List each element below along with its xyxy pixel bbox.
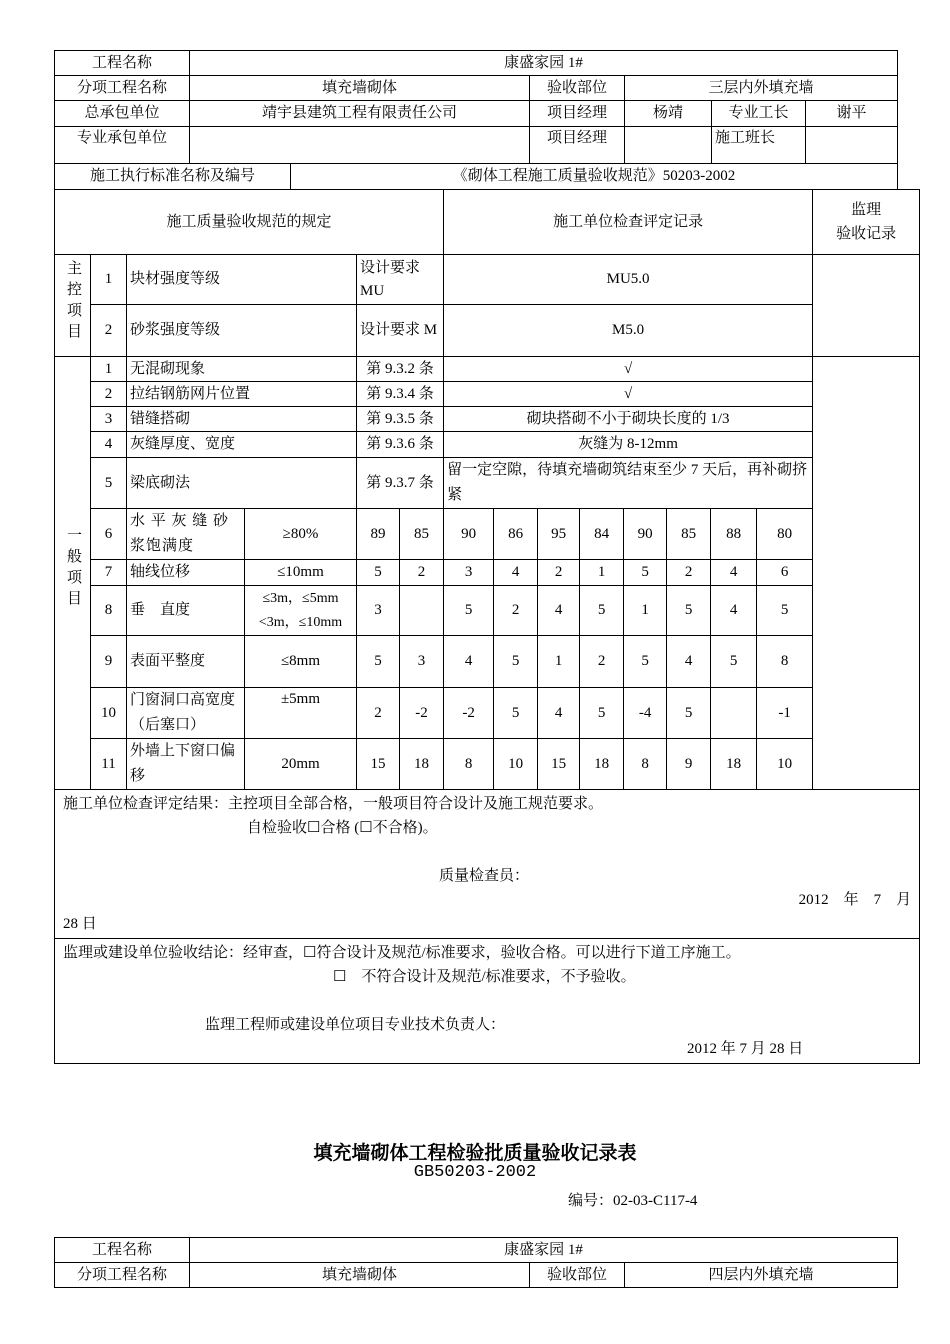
measure-item-no: 11: [91, 739, 127, 790]
measure-value: -1: [757, 688, 813, 739]
second-form-title: 填充墙砌体工程检验批质量验收记录表: [313, 1142, 637, 1164]
measure-item-tolerance: ≤10mm: [245, 560, 357, 586]
second-subproject: 填充墙砌体: [190, 1263, 530, 1288]
measure-value: 6: [757, 560, 813, 586]
supervision-result-line1: 监理或建设单位验收结论：经审查，☐符合设计及规范/标准要求，验收合格。可以进行下道工序施工。: [63, 945, 741, 961]
second-project-name: 康盛家园 1#: [190, 1238, 898, 1263]
measure-value: 8: [624, 739, 667, 790]
measure-value: 80: [757, 509, 813, 560]
measure-item-tolerance: ±5mm: [245, 688, 357, 739]
measure-item-name: 垂 直度: [127, 586, 245, 636]
measure-value: 86: [494, 509, 538, 560]
check-column-header: 施工单位检查评定记录: [444, 190, 813, 255]
measure-value: 5: [580, 688, 624, 739]
measure-value: 5: [357, 560, 400, 586]
standard-name: 《砌体工程施工质量验收规范》50203-2002: [291, 164, 898, 190]
general-item-clause: 第 9.3.6 条: [357, 432, 444, 458]
measure-value: -2: [400, 688, 444, 739]
second-project-name-label: 工程名称: [55, 1238, 190, 1263]
measure-value: 89: [357, 509, 400, 560]
measure-value: 15: [357, 739, 400, 790]
measure-value: 2: [580, 636, 624, 688]
acceptance-part: 三层内外填充墙: [625, 76, 898, 101]
measure-value: 95: [538, 509, 580, 560]
measure-value: 84: [580, 509, 624, 560]
measure-value: 4: [711, 560, 757, 586]
quality-inspector-label: 质量检查员：: [439, 868, 530, 884]
second-subproject-label: 分项工程名称: [55, 1263, 190, 1288]
subproject: 填充墙砌体: [190, 76, 530, 101]
main-items-group: [55, 255, 91, 357]
header-table: [54, 50, 898, 164]
main-items-label: 主控项目: [65, 259, 81, 344]
measure-value: 5: [624, 560, 667, 586]
general-items-label: 一般项目: [65, 527, 81, 611]
general-item-name: 无混砌现象: [127, 357, 357, 382]
contractor-result-line2: 自检验收☐合格 (☐不合格)。: [247, 820, 438, 836]
measure-item-tolerance: ≥80%: [245, 509, 357, 560]
general-item-clause: 第 9.3.2 条: [357, 357, 444, 382]
general-item-no: 3: [91, 407, 127, 432]
general-item-result: 灰缝为 8-12mm: [444, 432, 813, 458]
sub-contractor: [190, 127, 530, 164]
project-name-label: 工程名称: [55, 51, 190, 76]
contractor-result-date-a: 2012 年 7 月: [798, 892, 912, 908]
measure-value: 5: [757, 586, 813, 636]
foreman-label: 专业工长: [712, 101, 806, 127]
measure-value: [711, 688, 757, 739]
general-item-result: √: [444, 382, 813, 407]
main-item-name: 砂浆强度等级: [127, 305, 357, 357]
inspection-table: [54, 189, 920, 1064]
measure-item-name: 表面平整度: [127, 636, 245, 688]
measure-value: [400, 586, 444, 636]
measure-value: 4: [538, 586, 580, 636]
measure-item-name: 门窗洞口高宽度（后塞口）: [127, 688, 245, 739]
general-item-clause: 第 9.3.7 条: [357, 458, 444, 509]
contractor-result-block: [55, 790, 920, 939]
general-contractor-label: 总承包单位: [55, 101, 190, 127]
measure-item-tolerance: 20mm: [245, 739, 357, 790]
measure-value: 5: [667, 688, 711, 739]
main-item-name: 块材强度等级: [127, 255, 357, 305]
measure-item-tolerance: ≤3m，≤5mm <3m，≤10mm: [245, 586, 357, 636]
team-leader-label: 施工班长: [712, 127, 806, 164]
main-item-requirement: 设计要求 MU: [357, 255, 444, 305]
measure-value: 4: [538, 688, 580, 739]
general-contractor: 靖宇县建筑工程有限责任公司: [190, 101, 530, 127]
supervision-column-header: 监理 验收记录: [813, 190, 920, 255]
measure-value: 4: [444, 636, 494, 688]
measure-value: 3: [400, 636, 444, 688]
main-item-no: 1: [91, 255, 127, 305]
measure-item-no: 8: [91, 586, 127, 636]
general-item-name: 灰缝厚度、宽度: [127, 432, 357, 458]
general-item-no: 4: [91, 432, 127, 458]
sub-pm-label: 项目经理: [530, 127, 625, 164]
general-item-clause: 第 9.3.4 条: [357, 382, 444, 407]
measure-item-name: 轴线位移: [127, 560, 245, 586]
second-acceptance-part: 四层内外填充墙: [625, 1263, 898, 1288]
general-items-supervision: [813, 357, 920, 790]
measure-value: 10: [494, 739, 538, 790]
sub-contractor-label: 专业承包单位: [55, 127, 190, 164]
measure-value: -2: [444, 688, 494, 739]
measure-value: 1: [624, 586, 667, 636]
measure-item-no: 6: [91, 509, 127, 560]
measure-value: 18: [400, 739, 444, 790]
measure-value: 85: [400, 509, 444, 560]
measure-item-no: 9: [91, 636, 127, 688]
general-item-result: 留一定空隙，待填充墙砌筑结束至少 7 天后，再补砌挤紧: [444, 458, 813, 509]
sub-pm: [625, 127, 712, 164]
measure-value: 5: [444, 586, 494, 636]
acceptance-part-label: 验收部位: [530, 76, 625, 101]
measure-value: 18: [580, 739, 624, 790]
foreman: 谢平: [806, 101, 898, 127]
project-name: 康盛家园 1#: [190, 51, 898, 76]
supervisor-signature-label: 监理工程师或建设单位项目专业技术负责人：: [205, 1017, 506, 1033]
measure-value: 3: [357, 586, 400, 636]
measure-value: 9: [667, 739, 711, 790]
measure-value: 5: [624, 636, 667, 688]
general-item-result: 砌块搭砌不小于砌块长度的 1/3: [444, 407, 813, 432]
main-items-supervision: [813, 255, 920, 357]
measure-value: 2: [357, 688, 400, 739]
supervision-result-block: [55, 939, 920, 1064]
main-item-result: MU5.0: [444, 255, 813, 305]
measure-value: 88: [711, 509, 757, 560]
general-item-clause: 第 9.3.5 条: [357, 407, 444, 432]
subproject-label: 分项工程名称: [55, 76, 190, 101]
second-header-table: [54, 1237, 898, 1288]
general-item-name: 错缝搭砌: [127, 407, 357, 432]
spec-column-header: 施工质量验收规范的规定: [55, 190, 444, 255]
measure-value: 90: [624, 509, 667, 560]
measure-value: 5: [357, 636, 400, 688]
measure-value: 2: [494, 586, 538, 636]
standard-label: 施工执行标准名称及编号: [55, 164, 291, 190]
second-acceptance-part-label: 验收部位: [530, 1263, 625, 1288]
main-item-requirement: 设计要求 M: [357, 305, 444, 357]
measure-value: 2: [400, 560, 444, 586]
measure-value: -4: [624, 688, 667, 739]
measure-value: 5: [667, 586, 711, 636]
general-item-name: 梁底砌法: [127, 458, 357, 509]
contractor-result-date-b: 28 日: [63, 916, 97, 932]
standard-table: [54, 163, 898, 190]
general-item-no: 2: [91, 382, 127, 407]
pm: 杨靖: [625, 101, 712, 127]
measure-value: 3: [444, 560, 494, 586]
measure-value: 1: [580, 560, 624, 586]
general-item-name: 拉结钢筋网片位置: [127, 382, 357, 407]
measure-value: 1: [538, 636, 580, 688]
measure-value: 5: [494, 636, 538, 688]
contractor-result-line1: 施工单位检查评定结果：主控项目全部合格，一般项目符合设计及施工规范要求。: [63, 796, 604, 812]
measure-value: 2: [667, 560, 711, 586]
second-form-standard: GB50203-2002: [413, 1163, 537, 1182]
main-item-result: M5.0: [444, 305, 813, 357]
measure-value: 8: [444, 739, 494, 790]
general-item-no: 5: [91, 458, 127, 509]
measure-item-tolerance: ≤8mm: [245, 636, 357, 688]
measure-value: 85: [667, 509, 711, 560]
main-item-no: 2: [91, 305, 127, 357]
measure-item-no: 10: [91, 688, 127, 739]
general-item-no: 1: [91, 357, 127, 382]
measure-value: 8: [757, 636, 813, 688]
measure-value: 2: [538, 560, 580, 586]
general-items-group: [55, 357, 91, 790]
measure-value: 18: [711, 739, 757, 790]
second-form-code: 编号：02-03-C117-4: [568, 1193, 698, 1209]
measure-value: 90: [444, 509, 494, 560]
measure-item-name: 水 平 灰 缝 砂 浆饱满度: [127, 509, 245, 560]
measure-value: 10: [757, 739, 813, 790]
measure-item-name: 外墙上下窗口偏移: [127, 739, 245, 790]
general-item-result: √: [444, 357, 813, 382]
measure-value: 15: [538, 739, 580, 790]
measure-value: 4: [711, 586, 757, 636]
measure-value: 5: [711, 636, 757, 688]
supervision-result-line2: ☐ 不符合设计及规范/标准要求，不予验收。: [333, 969, 636, 985]
measure-value: 4: [667, 636, 711, 688]
measure-value: 4: [494, 560, 538, 586]
pm-label: 项目经理: [530, 101, 625, 127]
measure-value: 5: [580, 586, 624, 636]
supervision-result-date: 2012 年 7 月 28 日: [687, 1041, 804, 1057]
team-leader: [806, 127, 898, 164]
measure-value: 5: [494, 688, 538, 739]
measure-item-no: 7: [91, 560, 127, 586]
